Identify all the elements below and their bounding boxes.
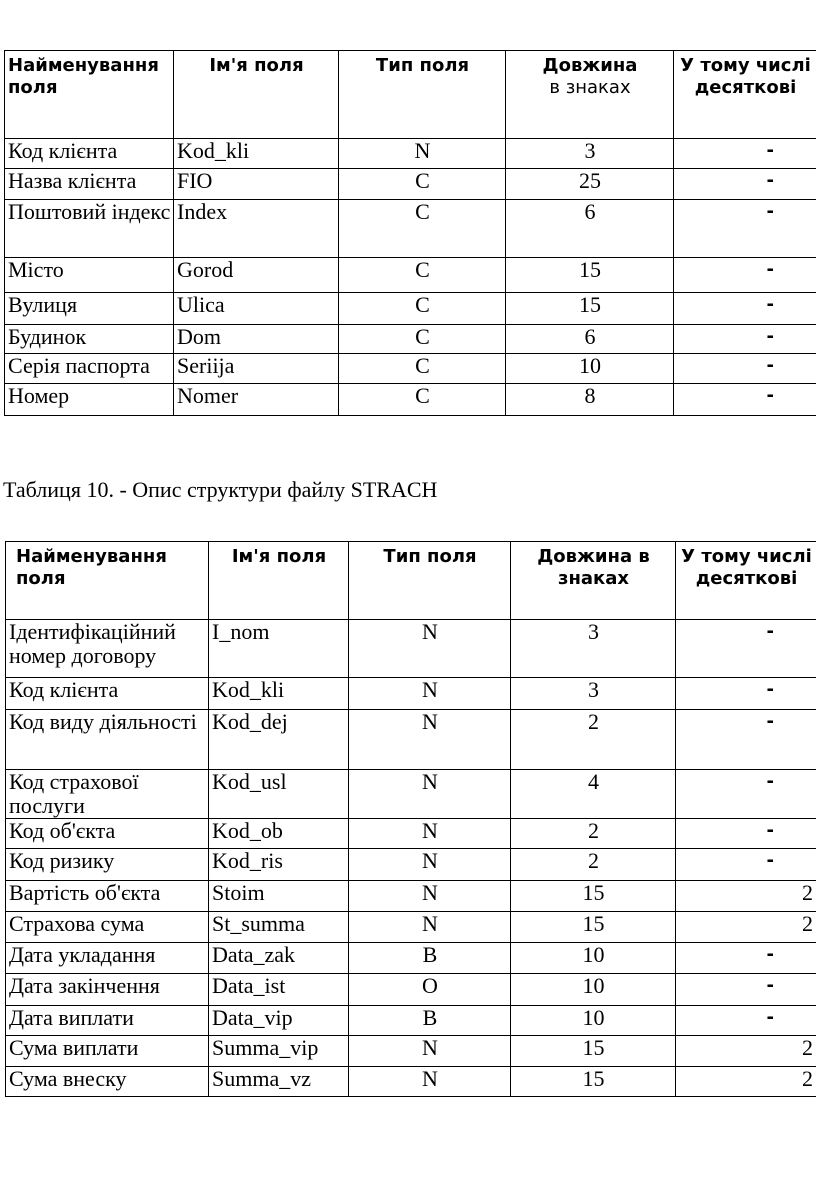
table-row: [5, 384, 816, 416]
table2-header-length: Довжина в знаках: [511, 542, 676, 620]
cell-length: 6: [506, 200, 674, 258]
cell-length: 15: [511, 1067, 676, 1097]
cell-decimal: -: [676, 1006, 816, 1036]
cell-field-name: Gorod: [174, 258, 339, 293]
cell-type: N: [349, 849, 511, 881]
table-row: [6, 974, 816, 1006]
cell-type: N: [349, 710, 511, 770]
cell-length: 10: [506, 354, 674, 384]
cell-type: N: [349, 1036, 511, 1067]
cell-decimal: -: [674, 325, 816, 354]
table1-header-length-label: Довжина: [542, 55, 638, 76]
cell-type: N: [349, 620, 511, 678]
cell-type: N: [349, 770, 511, 819]
cell-length: 15: [506, 258, 674, 293]
cell-name: Назва клієнта: [5, 169, 174, 200]
cell-length: 15: [511, 881, 676, 912]
table-row: [6, 912, 816, 943]
cell-field-name: Kod_ris: [209, 849, 349, 881]
cell-length: 10: [511, 974, 676, 1006]
cell-name: Код виду діяльності: [6, 710, 209, 770]
cell-field-name: Nomer: [174, 384, 339, 416]
cell-field-name: Summa_vz: [209, 1067, 349, 1097]
table-caption: Таблиця 10. - Опис структури файлу STRACH: [3, 477, 438, 502]
cell-length: 3: [511, 678, 676, 710]
table1-header-row: [5, 51, 816, 139]
cell-field-name: Dom: [174, 325, 339, 354]
cell-length: 8: [506, 384, 674, 416]
cell-name: Серія паспорта: [5, 354, 174, 384]
cell-type: N: [349, 819, 511, 849]
cell-decimal: -: [674, 354, 816, 384]
cell-type: C: [339, 200, 506, 258]
cell-decimal: -: [674, 293, 816, 325]
cell-decimal: 2: [676, 912, 816, 943]
cell-length: 3: [511, 620, 676, 678]
cell-length: 2: [511, 710, 676, 770]
cell-name: Вулиця: [5, 293, 174, 325]
table-row: [6, 943, 816, 974]
cell-decimal: -: [674, 169, 816, 200]
table1-header-decimal: У тому числі десяткові: [674, 51, 816, 139]
table2-header-type: Тип поля: [349, 542, 511, 620]
table-row: [6, 620, 816, 678]
cell-type: C: [339, 169, 506, 200]
cell-decimal: -: [676, 770, 816, 819]
cell-field-name: Kod_usl: [209, 770, 349, 819]
cell-name: Код об'єкта: [6, 819, 209, 849]
cell-name: Поштовий індекс: [5, 200, 174, 258]
cell-length: 10: [511, 1006, 676, 1036]
cell-decimal: -: [674, 384, 816, 416]
cell-name: Дата виплати: [6, 1006, 209, 1036]
cell-field-name: St_summa: [209, 912, 349, 943]
cell-decimal: -: [674, 139, 816, 169]
cell-decimal: -: [676, 849, 816, 881]
cell-name: Код клієнта: [6, 678, 209, 710]
table-row: [5, 258, 816, 293]
cell-length: 10: [511, 943, 676, 974]
cell-length: 4: [511, 770, 676, 819]
cell-type: C: [339, 325, 506, 354]
cell-field-name: Kod_kli: [209, 678, 349, 710]
cell-name: Ідентифікаційний номер договору: [6, 620, 209, 678]
cell-length: 3: [506, 139, 674, 169]
cell-type: N: [349, 1067, 511, 1097]
cell-length: 6: [506, 325, 674, 354]
table-row: [5, 169, 816, 200]
cell-length: 2: [511, 849, 676, 881]
cell-length: 2: [511, 819, 676, 849]
cell-name: Код клієнта: [5, 139, 174, 169]
table-row: [6, 849, 816, 881]
cell-decimal: -: [676, 678, 816, 710]
cell-name: Сума внеску: [6, 1067, 209, 1097]
table-row: [5, 354, 816, 384]
cell-name: Місто: [5, 258, 174, 293]
cell-name: Код ризику: [6, 849, 209, 881]
cell-name: Страхова сума: [6, 912, 209, 943]
table-row: [5, 200, 816, 258]
cell-field-name: Ulica: [174, 293, 339, 325]
cell-type: O: [349, 974, 511, 1006]
cell-field-name: Data_ist: [209, 974, 349, 1006]
cell-decimal: -: [676, 943, 816, 974]
table2-header-name: Найменування поля: [6, 542, 209, 620]
table-row: [6, 1006, 816, 1036]
table-row: [6, 881, 816, 912]
cell-length: 15: [506, 293, 674, 325]
table-row: [5, 139, 816, 169]
cell-length: 15: [511, 912, 676, 943]
cell-type: N: [349, 881, 511, 912]
table-row: [6, 710, 816, 770]
table1-body: [5, 139, 816, 416]
table2-header-decimal: У тому числі десяткові: [676, 542, 816, 620]
cell-type: N: [349, 678, 511, 710]
cell-type: B: [349, 943, 511, 974]
cell-field-name: Kod_kli: [174, 139, 339, 169]
cell-length: 15: [511, 1036, 676, 1067]
cell-field-name: Summa_vip: [209, 1036, 349, 1067]
cell-field-name: Seriija: [174, 354, 339, 384]
table-row: [6, 678, 816, 710]
cell-field-name: Stoim: [209, 881, 349, 912]
cell-type: C: [339, 384, 506, 416]
cell-field-name: Data_zak: [209, 943, 349, 974]
cell-type: N: [349, 912, 511, 943]
cell-field-name: Index: [174, 200, 339, 258]
cell-field-name: Kod_dej: [209, 710, 349, 770]
cell-type: N: [339, 139, 506, 169]
table1-header-field: Ім'я поля: [174, 51, 339, 139]
cell-decimal: -: [674, 258, 816, 293]
cell-length: 25: [506, 169, 674, 200]
cell-decimal: -: [676, 620, 816, 678]
cell-decimal: -: [676, 819, 816, 849]
cell-decimal: 2: [676, 1036, 816, 1067]
cell-type: C: [339, 258, 506, 293]
table-row: [6, 1067, 816, 1097]
cell-decimal: -: [674, 200, 816, 258]
table2-body: [6, 620, 816, 1097]
cell-type: C: [339, 354, 506, 384]
cell-field-name: Data_vip: [209, 1006, 349, 1036]
table1-header-length-unit: в знаках: [549, 77, 631, 98]
cell-field-name: FIO: [174, 169, 339, 200]
cell-field-name: I_nom: [209, 620, 349, 678]
table1-header-type: Тип поля: [339, 51, 506, 139]
table-row: [6, 1036, 816, 1067]
cell-name: Код страхової послуги: [6, 770, 209, 819]
strach-structure-table: [5, 541, 816, 1097]
cell-name: Вартість об'єкта: [6, 881, 209, 912]
table2-header-row: [6, 542, 816, 620]
cell-type: C: [339, 293, 506, 325]
table2-header-field: Ім'я поля: [209, 542, 349, 620]
cell-name: Будинок: [5, 325, 174, 354]
client-structure-table: [4, 50, 816, 416]
cell-type: B: [349, 1006, 511, 1036]
cell-name: Сума виплати: [6, 1036, 209, 1067]
cell-decimal: -: [676, 710, 816, 770]
table-row: [6, 770, 816, 819]
table1-header-name: Найменування поля: [5, 51, 174, 139]
table-row: [5, 325, 816, 354]
cell-name: Дата закінчення: [6, 974, 209, 1006]
cell-decimal: 2: [676, 1067, 816, 1097]
cell-decimal: -: [676, 974, 816, 1006]
cell-field-name: Kod_ob: [209, 819, 349, 849]
table-row: [5, 293, 816, 325]
cell-name: Номер: [5, 384, 174, 416]
table-row: [6, 819, 816, 849]
cell-name: Дата укладання: [6, 943, 209, 974]
cell-decimal: 2: [676, 881, 816, 912]
table1-header-length: [506, 51, 674, 139]
